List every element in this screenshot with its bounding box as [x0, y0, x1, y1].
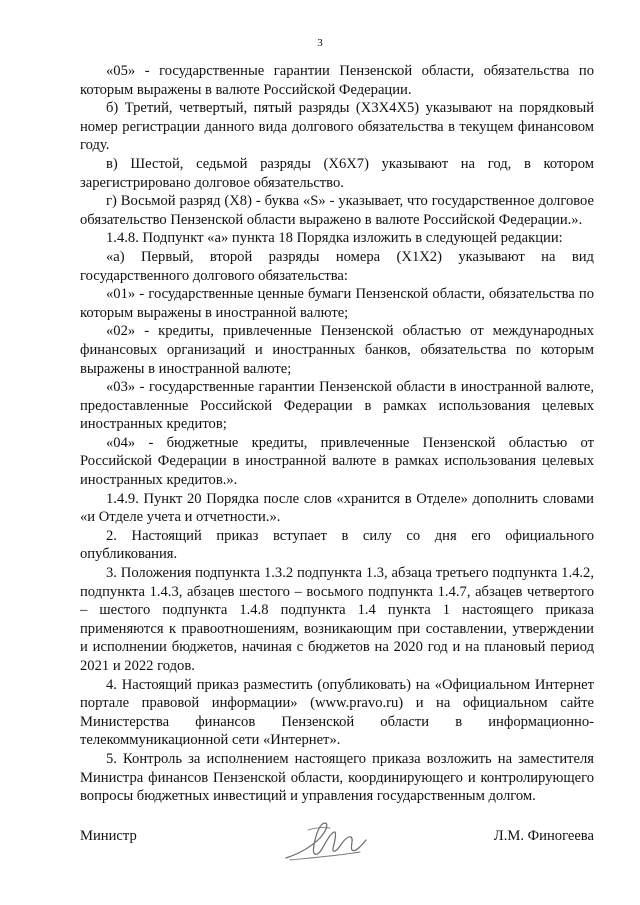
signature-block — [80, 818, 594, 878]
document-body — [80, 62, 594, 806]
paragraph: «03» - государственные гарантии Пензенской области в иностранной валюте, предоставленные Российской Федерации в рамках использования целевых иностранных кредитов; — [80, 379, 594, 433]
paragraph: 5. Контроль за исполнением настоящего приказа возложить на заместителя Министра финансов Пензенской области, координирующего и контролирующего вопросы бюджетных инвестиций и управления государственным долгом. — [80, 750, 594, 805]
paragraph: б) Третий, четвертый, пятый разряды (Х3Х4Х5) указывают на порядковый номер регистрации данного вида долгового обязательства в текущем финансовом году. — [80, 100, 594, 154]
paragraph: 1.4.8. Подпункт «а» пункта 18 Порядка изложить в следующей редакции: — [106, 230, 563, 247]
paragraph: «а) Первый, второй разряды номера (Х1Х2) указывают на вид государственного долгового обязательства: — [80, 248, 594, 284]
paragraph: «02» - кредиты, привлеченные Пензенской областью от международных финансовых организаций и иностранных банков, обязательства по которым выражены в иностранной валюте; — [80, 323, 594, 377]
paragraph: в) Шестой, седьмой разряды (Х6Х7) указывают на год, в котором зарегистрировано долговое обязательство. — [80, 155, 594, 191]
handwritten-signature — [280, 818, 370, 864]
paragraph: «05» - государственные гарантии Пензенской области, обязательства по которым выражены в валюте Российской Федерации. — [80, 63, 594, 98]
signatory-title: Министр — [80, 828, 137, 844]
paragraph: «04» - бюджетные кредиты, привлеченные Пензенской областью от Российской Федерации в иностранной валюте в рамках использования целевых иностранных кредитов.». — [80, 434, 594, 489]
paragraph: 2. Настоящий приказ вступает в силу со дня его официального опубликования. — [80, 527, 594, 563]
paragraph: «01» - государственные ценные бумаги Пензенской области, обязательства по которым выражены в иностранной валюте; — [80, 286, 594, 321]
signatory-name: Л.М. Финогеева — [493, 828, 594, 844]
paragraph: 1.4.9. Пункт 20 Порядка после слов «хранится в Отделе» дополнить словами «и Отделе учета и отчетности.». — [80, 490, 594, 526]
paragraph: 4. Настоящий приказ разместить (опубликовать) на «Официальном Интернет портале правовой информации» (www.pravo.ru) и на официальном сайте Министерства финансов Пензенской области в информационно-телекоммуникационной сети «Интернет». — [80, 676, 594, 749]
paragraph: 3. Положения подпункта 1.3.2 подпункта 1.3, абзаца третьего подпункта 1.4.2, подпункта 1.4.3, абзацев шестого – восьмого подпункта 1.4.7, абзацев четвертого – шестого подпункта 1.4.8 подпункта 1.4 пункта 1 настоящего приказа применяются к правоотношениям, возникающим при составлении, утверждении и исполнении бюджетов, начиная с бюджетов на 2020 год и на плановый период 2021 и 2022 годов. — [80, 565, 594, 674]
paragraph: г) Восьмой разряд (Х8) - буква «S» - указывает, что государственное долговое обязательство Пензенской области выражено в валюте Российской Федерации.». — [80, 193, 594, 228]
page-number: 3 — [317, 37, 323, 49]
